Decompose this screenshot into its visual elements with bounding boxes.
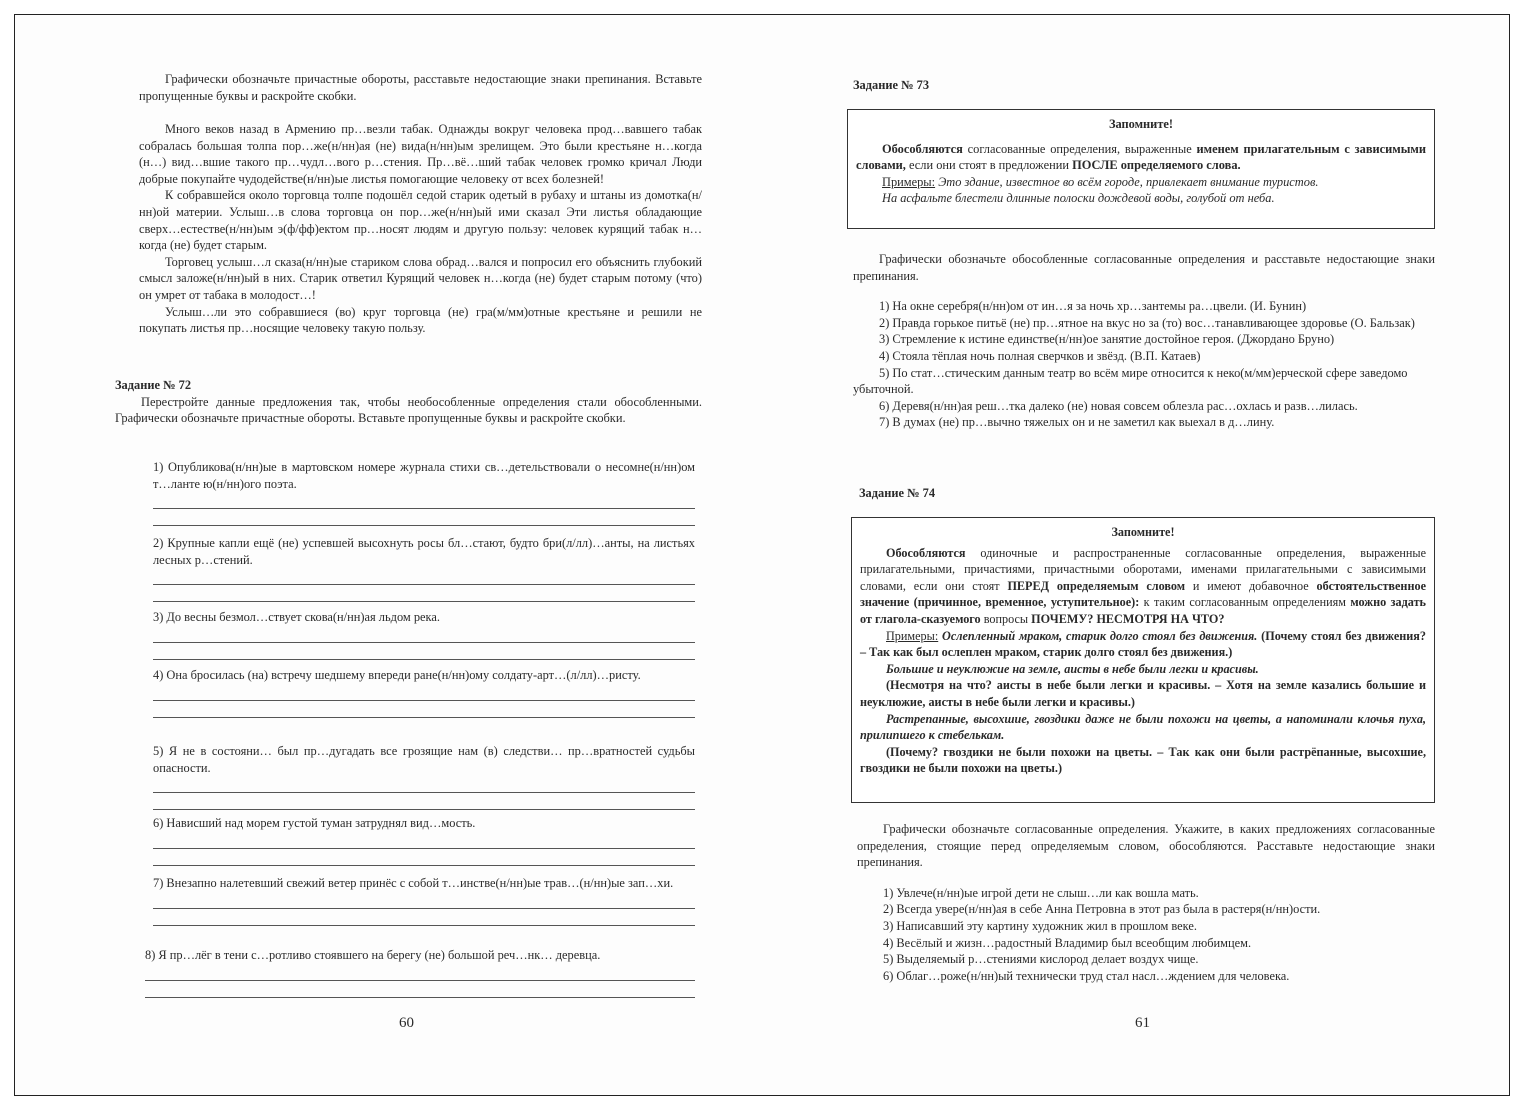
answer-line[interactable] [153, 584, 695, 585]
sentence: 2) Правда горькое питьё (не) пр…ятное на вкус но за (то) вос…танавливающее здоровье (О. Бальзак) [879, 315, 1415, 330]
answer-line[interactable] [145, 997, 695, 998]
sentence: 2) Всегда увере(н/нн)ая в себе Анна Петровна в этот раз была в растеря(н/нн)ости. [883, 902, 1321, 917]
exercise-text: 3) До весны безмол…ствует скова(н/нн)ая льдом река. [153, 610, 440, 624]
left-intro [139, 71, 702, 104]
sentence: 3) Стремление к истине единстве(н/нн)ое занятие достойное героя. (Джордано Бруно) [879, 332, 1335, 347]
sentence: 7) В думах (не) пр…вычно тяжелых он и не заметил как выехал в д…лину. [879, 415, 1275, 430]
sentence: 3) Написавший эту картину художник жил в прошлом веке. [883, 918, 1197, 933]
intro-task-text: Графически обозначьте причастные обороты, расставьте недостающие знаки препинания. Вставьте пропущенные буквы и раскройте скобки. [139, 72, 702, 103]
exercise-text: 1) Опубликова(н/нн)ые в мартовском номере журнала стихи св…детельствовали о несомне(н/нн)ом т…ланте ю(н/нн)ого поэта. [153, 460, 695, 491]
box-title: Запомните! [1111, 525, 1175, 539]
task73-block [853, 251, 1435, 431]
task72-heading: Задание № 72 [115, 378, 192, 392]
sentence: 4) Весёлый и жизн…радостный Владимир был всеобщим любимцем. [883, 935, 1252, 950]
answer-line[interactable] [153, 848, 695, 849]
task74-heading: Задание № 74 [859, 486, 936, 500]
answer-line[interactable] [153, 925, 695, 926]
left-page [15, 15, 763, 1095]
answer-line[interactable] [153, 717, 695, 718]
sentence: 5) Выделяемый р…стениями кислород делает воздух чище. [883, 952, 1199, 967]
sentence: 6) Деревя(н/нн)ая реш…тка далеко (не) новая совсем облезла рас…охлась и разв…лилась. [879, 398, 1358, 413]
task72-text: Перестройте данные предложения так, чтобы необособленные определения стали обособленными. Графически обозначьте причастные обороты. Вставьте пропущенные буквы и раскройте скобки. [115, 394, 702, 426]
task73-heading: Задание № 73 [853, 78, 930, 92]
exercise-2 [153, 535, 695, 602]
exercise-text: 8) Я пр…лёг в тени с…ротливо стоявшего на берегу (не) большой реч…нк… деревца. [145, 948, 601, 962]
exercise-3 [153, 609, 695, 660]
answer-line[interactable] [153, 525, 695, 526]
task74-text: Графически обозначьте согласованные определения. Укажите, в каких предложениях согласованные определения, стоящие перед определяемым словом, обособляются. Расставьте недостающие знаки препинания. [857, 822, 1435, 870]
answer-line[interactable] [153, 659, 695, 660]
story-paragraph: Много веков назад в Армению пр…везли табак. Однажды вокруг человека прод…вавшего табак собралась большая толпа пор…же(н/нн)ая (не) вида(н/нн)ым зрелищем. Это были крестьяне н…когда (н…) вид…вшие такого пр…чудл…вого р…стения. Пр…вё…ший табак человек громко кричал Люди добрые покупайте чудодействе(н/нн)ые листья помогающие человеку от всех болезней! [139, 122, 702, 186]
story-paragraph: Услыш…ли это собравшиеся (во) круг торговца (не) гра(м/мм)отные крестьяне и решили не покупать листья пр…носящие человеку такую пользу. [139, 304, 702, 336]
sentence: 5) По стат…стическим данным театр во всём мире относится к неко(м/мм)ерческой сфере заведомо убыточной. [853, 365, 1408, 397]
exercise-7 [153, 875, 695, 926]
rule-text: Обособляются одиночные и распространенные согласованные определения, выраженные прилагательными, причастиями, причастными оборотами, именами прилагательными с зависимыми словами, если они стоят ПЕРЕД определяемым словом и имеют добавочное обстоятельственное значение (причинное, временное, уступительное): к таким согласованным определениям можно задать от глагола-сказуемого вопросы ПОЧЕМУ? НЕСМОТРЯ НА ЧТО? [860, 545, 1427, 626]
rule-box-2 [851, 517, 1435, 803]
story-block [139, 121, 702, 337]
example: Примеры: Ослепленный мраком, старик долго стоял без движения. (Почему стоял без движения? – Так как был ослеплен мраком, старик долго стоял без движения.) [860, 628, 1426, 660]
answer-line[interactable] [153, 508, 695, 509]
answer-line[interactable] [153, 809, 695, 810]
box-title: Запомните! [1108, 117, 1174, 131]
rule-text: Обособляются согласованные определения, выраженные именем прилагательным с зависимыми словами, если они стоят в предложении ПОСЛЕ определяемого слова. [856, 141, 1426, 173]
answer-line[interactable] [145, 980, 695, 981]
exercise-4 [153, 667, 695, 718]
exercise-text: 4) Она бросилась (на) встречу шедшему впереди ране(н/нн)ому солдату-арт…(л/лл)…ристу. [153, 668, 641, 682]
answer-line[interactable] [153, 865, 695, 866]
example: На асфальте блестели длинные полоски дождевой воды, голубой от неба. [882, 191, 1275, 206]
task73-text: Графически обозначьте обособленные согласованные определения и расставьте недостающие знаки препинания. [853, 252, 1435, 283]
answer-line[interactable] [153, 908, 695, 909]
example-question: (Почему? гвоздики не были похожи на цветы. – Так как они были растрёпанные, высохшие, гвоздики не были похожи на цветы.) [860, 744, 1426, 776]
sentence: 6) Облаг…роже(н/нн)ый технически труд стал насл…ждением для человека. [883, 968, 1290, 983]
exercise-6 [153, 815, 695, 866]
answer-line[interactable] [153, 642, 695, 643]
task72-block [115, 377, 702, 427]
answer-line[interactable] [153, 792, 695, 793]
exercise-text: 6) Нависший над морем густой туман затруднял вид…мость. [153, 816, 476, 830]
example: Растрепанные, высохшие, гвоздики даже не были похожи на цветы, а напоминали клочья пуха, прилипшего к стебелькам. [860, 711, 1426, 743]
exercise-5 [153, 743, 695, 810]
exercise-text: 7) Внезапно налетевший свежий ветер принёс с собой т…инстве(н/нн)ые трав…(н/нн)ые зап…хи. [153, 876, 674, 890]
exercise-8 [145, 947, 695, 998]
example: Большие и неуклюжие на земле, аисты в небе были легки и красивы. [886, 661, 1259, 676]
exercise-1 [153, 459, 695, 526]
right-page [765, 15, 1509, 1095]
examples: Примеры: Это здание, известное во всём городе, привлекает внимание туристов. [882, 174, 1319, 189]
exercise-text: 5) Я не в состояни… был пр…дугадать все грозящие нам (в) следстви… пр…вратностей судьбы опасности. [153, 744, 695, 775]
sentence: 1) На окне серебря(н/нн)ом от ин…я за ночь хр…зантемы ра…цвели. (И. Бунин) [879, 299, 1307, 314]
answer-line[interactable] [153, 601, 695, 602]
task74-block [857, 821, 1435, 984]
example-question: (Несмотря на что? аисты в небе были легки и красивы. – Хотя на земле казались большие и неуклюжие, аисты в небе были легки и красивы.) [860, 678, 1426, 709]
rule-box-1 [847, 109, 1435, 229]
page-number: 60 [399, 1015, 414, 1031]
sentence: 1) Увлече(н/нн)ые игрой дети не слыш…ли как вошла мать. [883, 885, 1199, 900]
answer-line[interactable] [153, 700, 695, 701]
page-number: 61 [1135, 1015, 1150, 1031]
book-spread [14, 14, 1510, 1096]
story-paragraph: К собравшейся около торговца толпе подошёл седой старик одетый в рубаху и штаны из домотка(н/нн)ой материи. Услыш…в слова торговца он пор…же(н/нн)ый ими сказал Эти листья обладающие сверх…естестве(н/нн)ым э(ф/фф)ектом пр…носят людям и другую пользу: человек курящий табак н…когда (не) будет старым. [139, 188, 702, 253]
sentence: 4) Стояла тёплая ночь полная сверчков и звёзд. (В.П. Катаев) [879, 348, 1201, 363]
exercise-text: 2) Крупные капли ещё (не) успевшей высохнуть росы бл…стают, будто бри(л/лл)…анты, на листьях лесных р…стений. [153, 536, 695, 567]
story-paragraph: Торговец услыш…л сказа(н/нн)ые стариком слова обрад…вался и попросил его объяснить глубокий смысл заложе(н/нн)ый в них. Старик ответил Курящий человек н…когда (не) будет старым потому (что) он умрет от табака в молодост…! [139, 254, 702, 302]
